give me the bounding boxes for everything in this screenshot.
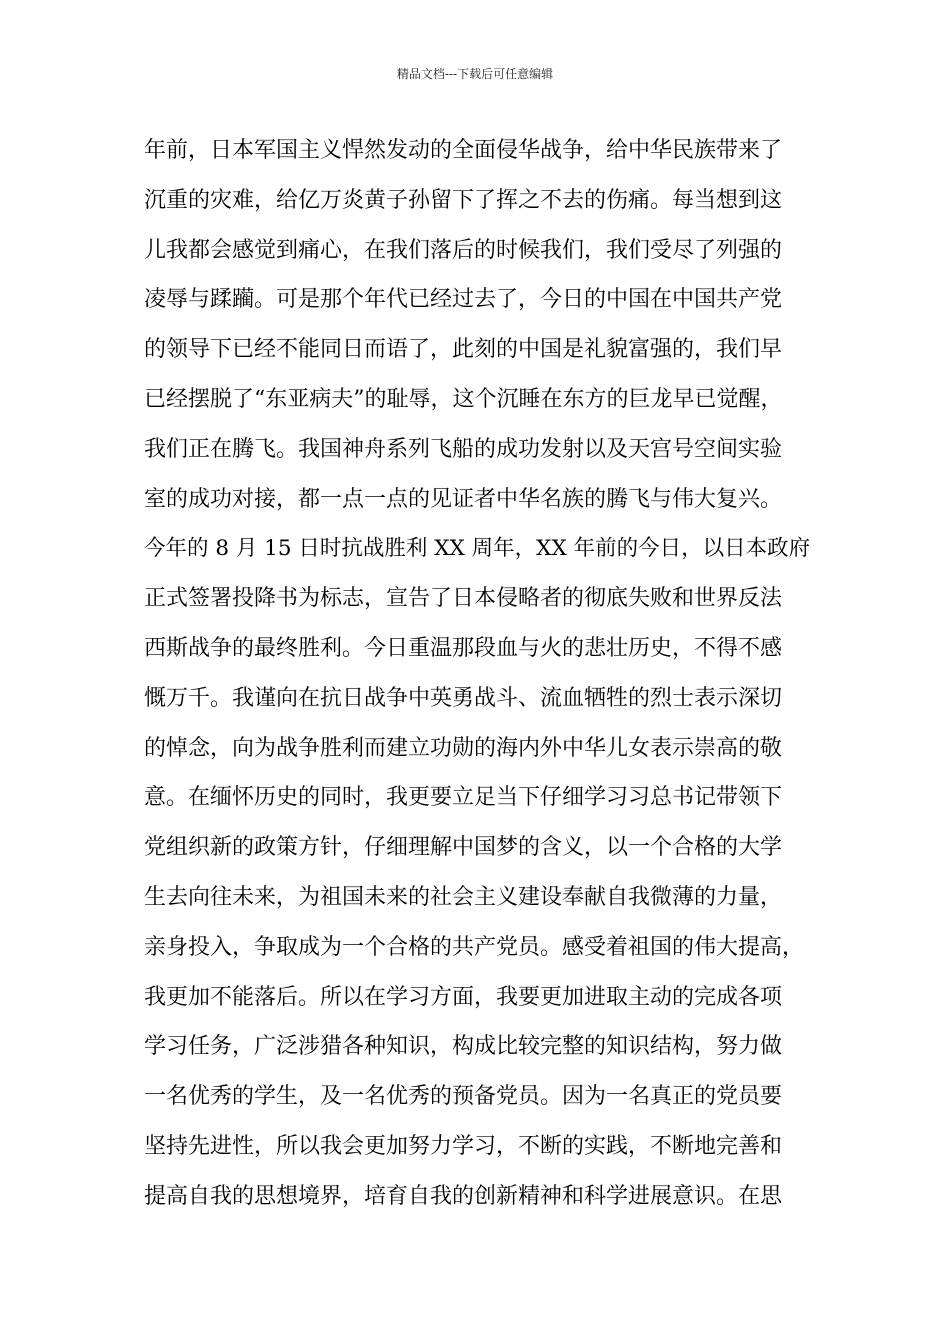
- text-line: 正式签署投降书为标志，宣告了日本侵略者的彻底失败和世界反法: [144, 586, 783, 612]
- text-line: 意。在缅怀历史的同时，我更要立足当下仔细学习习总书记带领下: [144, 785, 783, 811]
- text-line: 凌辱与蹂躏。可是那个年代已经过去了，今日的中国在中国共产党: [144, 287, 783, 313]
- text-line: 室的成功对接，都一点一点的见证者中华名族的腾飞与伟大复兴。: [144, 486, 783, 512]
- text-line: 亲身投入，争取成为一个合格的共产党员。感受着祖国的伟大提高，: [144, 934, 805, 960]
- text-line: 儿我都会感觉到痛心，在我们落后的时候我们，我们受尽了列强的: [144, 237, 783, 263]
- page-header: 精品文档---下载后可任意编辑: [396, 67, 554, 81]
- text-line: 党组织新的政策方针，仔细理解中国梦的含义，以一个合格的大学: [144, 835, 783, 861]
- text-line: 坚持先进性，所以我会更加努力学习，不断的实践，不断地完善和: [144, 1133, 783, 1159]
- text-line: 慨万千。我谨向在抗日战争中英勇战斗、流血牺牲的烈士表示深切: [144, 685, 783, 711]
- text-line: 我更加不能落后。所以在学习方面，我要更加进取主动的完成各项: [144, 984, 783, 1010]
- text-line: 生去向往未来，为祖国未来的社会主义建设奉献自我微薄的力量，: [144, 884, 783, 910]
- text-line: 我们正在腾飞。我国神舟系列飞船的成功发射以及天宫号空间实验: [144, 436, 783, 462]
- text-line: 今年的 8 月 15 日时抗战胜利 XX 周年，XX 年前的今日，以日本政府: [144, 536, 811, 562]
- text-line: 已经摆脱了“东亚病夫”的耻辱，这个沉睡在东方的巨龙早已觉醒，: [144, 386, 783, 412]
- text-line: 的领导下已经不能同日而语了，此刻的中国是礼貌富强的，我们早: [144, 337, 783, 363]
- text-line: 一名优秀的学生，及一名优秀的预备党员。因为一名真正的党员要: [144, 1084, 783, 1110]
- text-line: 学习任务，广泛涉猎各种知识，构成比较完整的知识结构，努力做: [144, 1034, 783, 1060]
- text-line: 年前，日本军国主义悍然发动的全面侵华战争，给中华民族带来了: [144, 138, 783, 163]
- text-line: 的悼念，向为战争胜利而建立功勋的海内外中华儿女表示崇高的敬: [144, 735, 783, 761]
- text-line: 西斯战争的最终胜利。今日重温那段血与火的悲壮历史，不得不感: [144, 635, 783, 661]
- document-body: [144, 126, 824, 1222]
- text-line: 沉重的灾难，给亿万炎黄子孙留下了挥之不去的伤痛。每当想到这: [144, 187, 783, 213]
- text-line: 提高自我的思想境界，培育自我的创新精神和科学进展意识。在思: [144, 1183, 783, 1209]
